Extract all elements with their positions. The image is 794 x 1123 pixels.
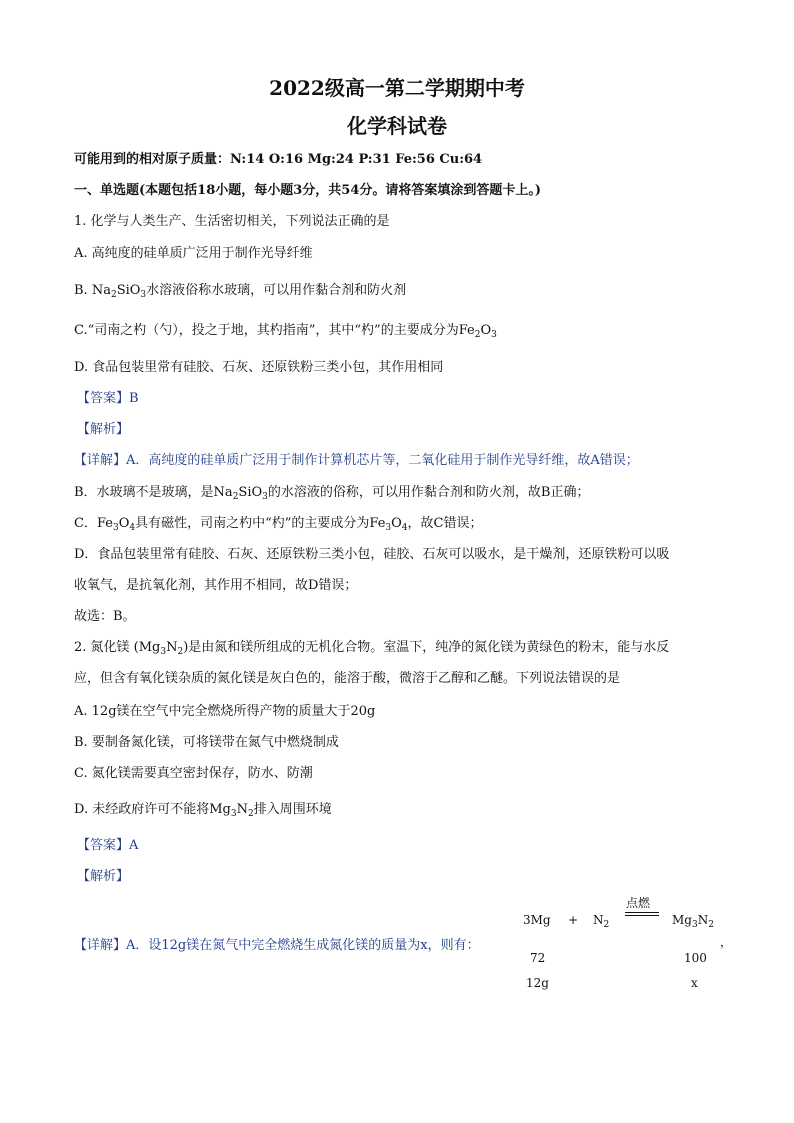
q1-option-a: A. 高纯度的硅单质广泛用于制作光导纤维	[74, 246, 313, 261]
eq-given-x: x	[691, 976, 698, 990]
eq-plus: +	[568, 913, 579, 927]
eq-mass-product: 100	[684, 951, 707, 965]
q2-stem-line2: 应，但含有氧化镁杂质的氮化镁是灰白色的，能溶于酸，微溶于乙醇和乙醚。下列说法错误的是	[74, 671, 621, 686]
q1-detail-d-line1: D．食品包装里常有硅胶、石灰、还原铁粉三类小包，硅胶、石灰可以吸水，是干燥剂，还原铁粉可以吸	[74, 547, 670, 562]
q1-detail-b: B．水玻璃不是玻璃，是$Na_2SiO_3$的水溶液的俗称，可以用作黏合剂和防火剂，故B正确；	[74, 485, 590, 502]
q2-option-d: D. 未经政府许可不能将$Mg_3N_2$排入周围环境	[74, 802, 332, 819]
q1-detail-a: 【详解】A．高纯度的硅单质广泛用于制作计算机芯片等，二氧化硅用于制作光导纤维，故A错误；	[74, 453, 639, 468]
q1-option-d: D. 食品包装里常有硅胶、石灰、还原铁粉三类小包，其作用相同	[74, 360, 444, 375]
q1-conclusion: 故选：B。	[74, 609, 136, 624]
q2-option-a: A. 12g镁在空气中完全燃烧所得产物的质量大于20g	[74, 704, 376, 719]
q1-analysis-label: 【解析】	[77, 422, 130, 437]
eq-arrow-line-bottom	[625, 915, 659, 916]
q2-option-b: B. 要制备氮化镁，可将镁带在氮气中燃烧制成	[74, 735, 339, 750]
q2-stem-line1: 2. 氮化镁 $(Mg_3N_2)$是由氮和镁所组成的无机化合物。室温下，纯净的氮化镁为黄绿色的粉末，能与水反	[74, 640, 670, 657]
exam-title: 2022级高一第二学期期中考	[269, 76, 525, 100]
eq-comma: ，	[720, 935, 733, 949]
eq-arrow-line-top	[625, 912, 659, 913]
eq-condition: 点燃	[626, 896, 651, 910]
q2-detail-a: 【详解】A．设12g镁在氮气中完全燃烧生成氮化镁的质量为x，则有：	[74, 938, 480, 953]
q1-option-b: B. $Na_2SiO_3$水溶液俗称水玻璃，可以用作黏合剂和防火剂	[74, 283, 407, 300]
q1-answer: 【答案】B	[77, 391, 139, 406]
section-heading: 一、单选题(本题包括18小题，每小题3分，共54分。请将答案填涂到答题卡上。)	[74, 183, 542, 198]
q1-stem: 1. 化学与人类生产、生活密切相关，下列说法正确的是	[74, 214, 390, 229]
exam-subtitle: 化学科试卷	[347, 114, 447, 138]
eq-mass-mg: 72	[530, 951, 546, 965]
q1-detail-d-line2: 收氧气，是抗氧化剂，其作用不相同，故D错误；	[74, 578, 358, 593]
atomic-masses: 可能用到的相对原子质量：N:14 O:16 Mg:24 P:31 Fe:56 Cu:64	[74, 152, 483, 167]
q2-option-c: C. 氮化镁需要真空密封保存，防水、防潮	[74, 766, 313, 781]
q1-option-c: C.“司南之杓（勺），投之于地，其杓指南”，其中“杓”的主要成分为$Fe_2O_3$	[74, 323, 497, 340]
eq-given-mg: 12g	[526, 976, 549, 990]
eq-product: $Mg_3N_2$	[672, 913, 714, 930]
q1-detail-c: C．$Fe_3O_4$具有磁性，司南之杓中“杓”的主要成分为$Fe_3O_4$，故C错误；	[74, 516, 483, 533]
q2-answer: 【答案】A	[77, 838, 139, 853]
eq-reactant-n2: $N_2$	[593, 913, 610, 930]
q2-analysis-label: 【解析】	[77, 869, 130, 884]
eq-reactant-mg: 3Mg	[523, 913, 551, 927]
